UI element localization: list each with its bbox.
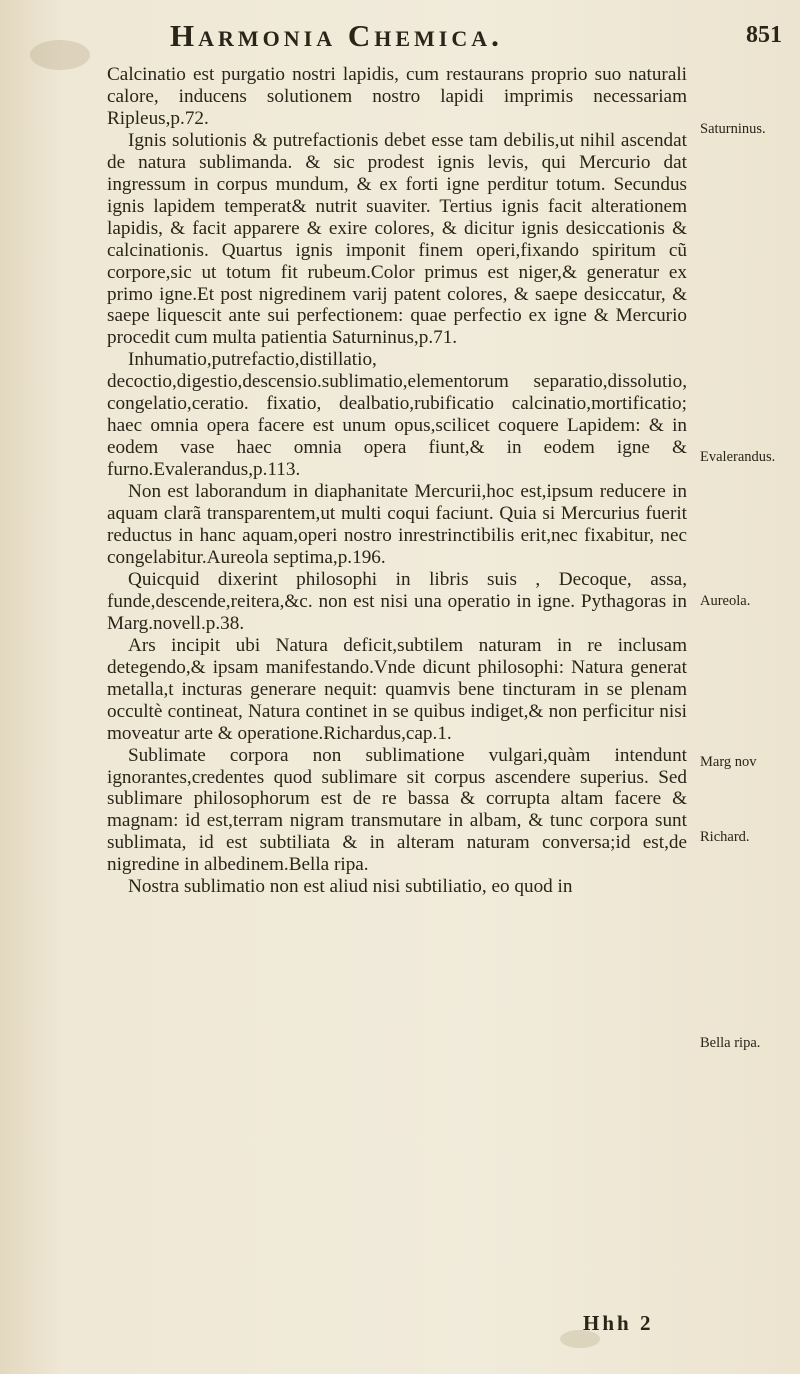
margin-note: Aureola. bbox=[700, 593, 751, 609]
paragraph: Sublimate corpora non sublimatione vulgari,quàm intendunt ignorantes,credentes quod sublimare sit corpus ascendere superius. Sed sublimare philosophorum est de re bassa & corrupta altam facere & magnam: id est,terram nigram transmutare in albam, & tunc corpora sunt sublimata, id est subtiliata & in alteram naturam conversa;id est,de nigredine in albedinem.Bella ripa. bbox=[107, 744, 687, 876]
page-header bbox=[0, 12, 800, 62]
paragraph: Calcinatio est purgatio nostri lapidis, cum restaurans proprio suo naturali calore, inducens solutionem nostro lapidi imprimis necessariam Ripleus,p.72. bbox=[107, 64, 687, 129]
paragraph: Quicquid dixerint philosophi in libris suis , Decoque, assa, funde,descende,reitera,&c. non est nisi una operatio in igne. Pythagoras in Marg.novell.p.38. bbox=[107, 568, 687, 634]
paragraph: Ignis solutionis & putrefactionis debet esse tam debilis,ut nihil ascendat de natura sublimanda. & sic prodest ignis levis, qui Mercurio dat ingressum in corpus mundum, & ex forti igne perditur totum. Secundus ignis lapidem temperat& nutrit suaviter. Tertius ignis facit alterationem lapidis, & facit apparere & exire colores, & dicitur ignis desiccationis & calcinationis. Quartus ignis imponit finem operi,fixando spiritum cũ corpore,sic ut totum fit rubeum.Color primus est niger,& generatur ex primo igne.Et post nigredinem varij patent colores, & saepe desiccatur, & saepe liquescit ante sui perfectionem: quae perfectio ex igne & Mercurio procedit cum multa patientia Saturninus,p.71. bbox=[107, 129, 687, 349]
running-title: Harmonia Chemica. bbox=[170, 18, 503, 53]
paragraph: Ars incipit ubi Natura deficit,subtilem naturam in re inclusam detegendo,& ipsam manifestando.Vnde dicunt philosophi: Natura generat metalla,t incturas generare nequit: quamvis bene tincturam in se plenam occultè contineat, Natura continet in se quibus indiget,& non perficitur nisi moveatur arte & operatione.Richardus,cap.1. bbox=[107, 634, 687, 744]
margin-note: Richard. bbox=[700, 829, 750, 845]
paragraph: Nostra sublimatio non est aliud nisi subtiliatio, eo quod in bbox=[128, 876, 573, 898]
paragraph: Inhumatio,putrefactio,distillatio, decoctio,digestio,descensio.sublimatio,elementorum separatio,dissolutio, congelatio,ceratio. fixatio, dealbatio,rubificatio calcinatio,mortificatio; haec omnia opera facere est unum opus,scilicet coquere Lapidem: & in eodem vase haec omnia opera fiunt,& in eodem igne & furno.Evalerandus,p.113. bbox=[107, 349, 687, 481]
margin-note: Saturninus. bbox=[700, 121, 766, 137]
main-text bbox=[107, 64, 687, 898]
margin-note: Evalerandus. bbox=[700, 449, 776, 465]
margin-note: Marg nov bbox=[700, 754, 757, 770]
margin-note: Bella ripa. bbox=[700, 1035, 761, 1051]
paragraph: Non est laborandum in diaphanitate Mercurii,hoc est,ipsum reducere in aquam clarã transparentem,ut multi coqui faciunt. Quia si Mercurius fuerit reductus in hanc aquam,operi nostro inrestrinctibilis erit,nec fixabitur, nec congelabitur.Aureola septima,p.196. bbox=[107, 481, 687, 568]
page-number: 851 bbox=[746, 22, 782, 48]
signature-mark: Hhh 2 bbox=[583, 1311, 654, 1335]
